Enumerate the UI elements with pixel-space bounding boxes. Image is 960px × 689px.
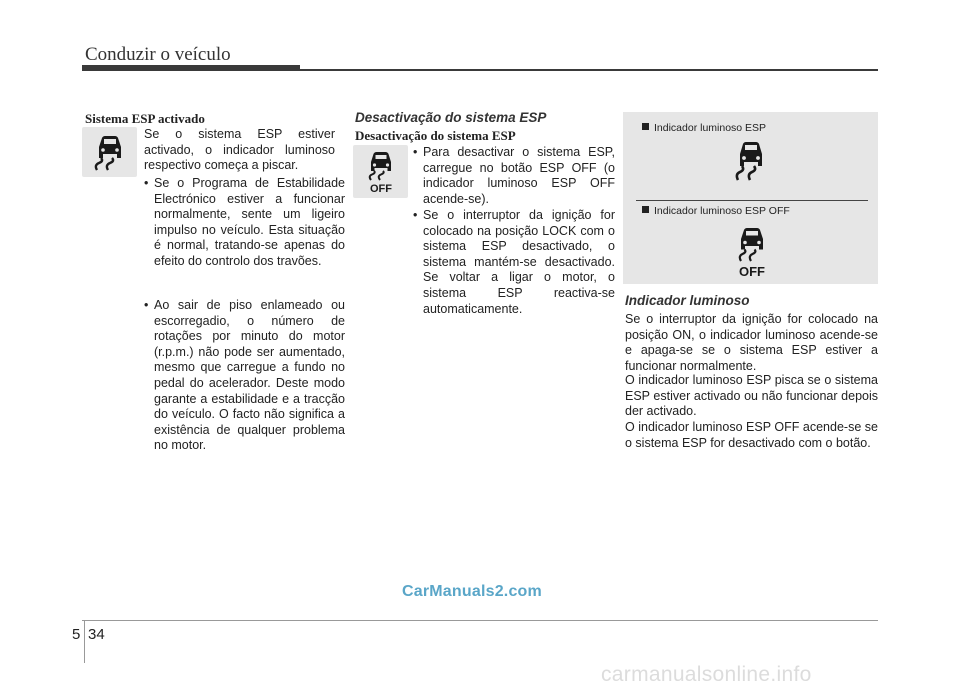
bullet-text: Se o Programa de Estabilidade Electrónico estiver a funcionar normalmente, sente um ligeiro impulso no veículo. Esta situação é normal, tratando-se apenas do efeito do controlo dos travões. [154, 176, 345, 268]
indicator-paragraph-1: Se o interruptor da ignição for colocado na posição ON, o indicador luminoso acende-se e apaga-se se o sistema ESP estiver a funcionar normalmente. [625, 312, 878, 373]
esp-deactivation-bullet-1: • Para desactivar o sistema ESP, carregue no botão ESP OFF (o indicador luminoso ESP OFF acende-se). [413, 145, 615, 206]
panel-label-esp-off [642, 205, 790, 217]
indicator-paragraph-2: O indicador luminoso ESP pisca se o sistema ESP estiver activado ou não funcionar depois der activado. [625, 373, 878, 419]
panel-label-esp [642, 122, 766, 134]
page-header-title: Conduzir o veículo [85, 44, 231, 65]
section-title-indicator: Indicador luminoso [625, 293, 750, 308]
subsection-title-esp-deactivation: Desactivação do sistema ESP [355, 128, 516, 143]
panel-label-esp-text: Indicador luminoso ESP [654, 122, 767, 134]
bullet-text: Se o interruptor da ignição for colocado na posição LOCK com o sistema ESP desactivado, o sistema mantém-se desactivado. Se voltar a ligar o motor, o sistema ESP reactiva-se automaticamente. [423, 208, 615, 316]
esp-skid-icon [82, 127, 137, 177]
esp-off-icon [353, 145, 408, 198]
esp-off-icon-text: OFF [369, 182, 392, 195]
footer-page-number: 34 [88, 626, 105, 643]
bottom-watermark: carmanualsonline.info [601, 663, 812, 686]
esp-active-intro: Se o sistema ESP estiver activado, o indicador luminoso respectivo começa a piscar. [144, 127, 335, 173]
watermark-link[interactable]: CarManuals2.com [402, 583, 542, 600]
panel-divider [636, 200, 868, 201]
indicator-panel [623, 112, 878, 284]
esp-indicator-icon [728, 137, 774, 188]
esp-off-indicator-text: OFF [739, 264, 765, 279]
section-title-esp-deactivation: Desactivação do sistema ESP [355, 110, 547, 125]
esp-active-bullet-1: • Se o Programa de Estabilidade Electrónico estiver a funcionar normalmente, sente um ligeiro impulso no veículo. Esta situação é normal, tratando-se apenas do efeito do controlo dos travões. [144, 176, 345, 268]
esp-off-indicator-icon [730, 224, 774, 285]
bullet-text: Ao sair de piso enlameado ou escorregadio, o número de rotações por minuto do motor (r.p.m.) não pode ser aumentado, mesmo que carregue a fundo no pedal do acelerador. Deste modo garante a estabilidade e a tracção do veículo. O facto não significa a existência de qualquer problema no motor. [154, 298, 345, 453]
panel-label-esp-off-text: Indicador luminoso ESP OFF [654, 205, 790, 217]
esp-active-bullet-2: • Ao sair de piso enlameado ou escorregadio, o número de rotações por minuto do motor (r.p.m.) não pode ser aumentado, mesmo que carregue a fundo no pedal do acelerador. Deste modo garante a estabilidade e a tracção do veículo. O facto não significa a existência de qualquer problema no motor. [144, 298, 345, 453]
header-rule-thin [300, 69, 878, 71]
indicator-paragraph-3: O indicador luminoso ESP OFF acende-se se o sistema ESP for desactivado com o botão. [625, 420, 878, 450]
footer-vertical-rule [84, 621, 85, 663]
footer-section-number: 5 [72, 626, 81, 643]
esp-deactivation-bullet-2: • Se o interruptor da ignição for colocado na posição LOCK com o sistema ESP desactivado, o sistema mantém-se desactivado. Se voltar a ligar o motor, o sistema ESP reactiva-se automaticamente. [413, 208, 615, 316]
header-rule-thick [82, 65, 300, 71]
footer-rule [82, 620, 878, 621]
bullet-text: Para desactivar o sistema ESP, carregue no botão ESP OFF (o indicador luminoso ESP OFF acende-se). [423, 145, 615, 206]
section-title-esp-active: Sistema ESP activado [85, 111, 205, 126]
